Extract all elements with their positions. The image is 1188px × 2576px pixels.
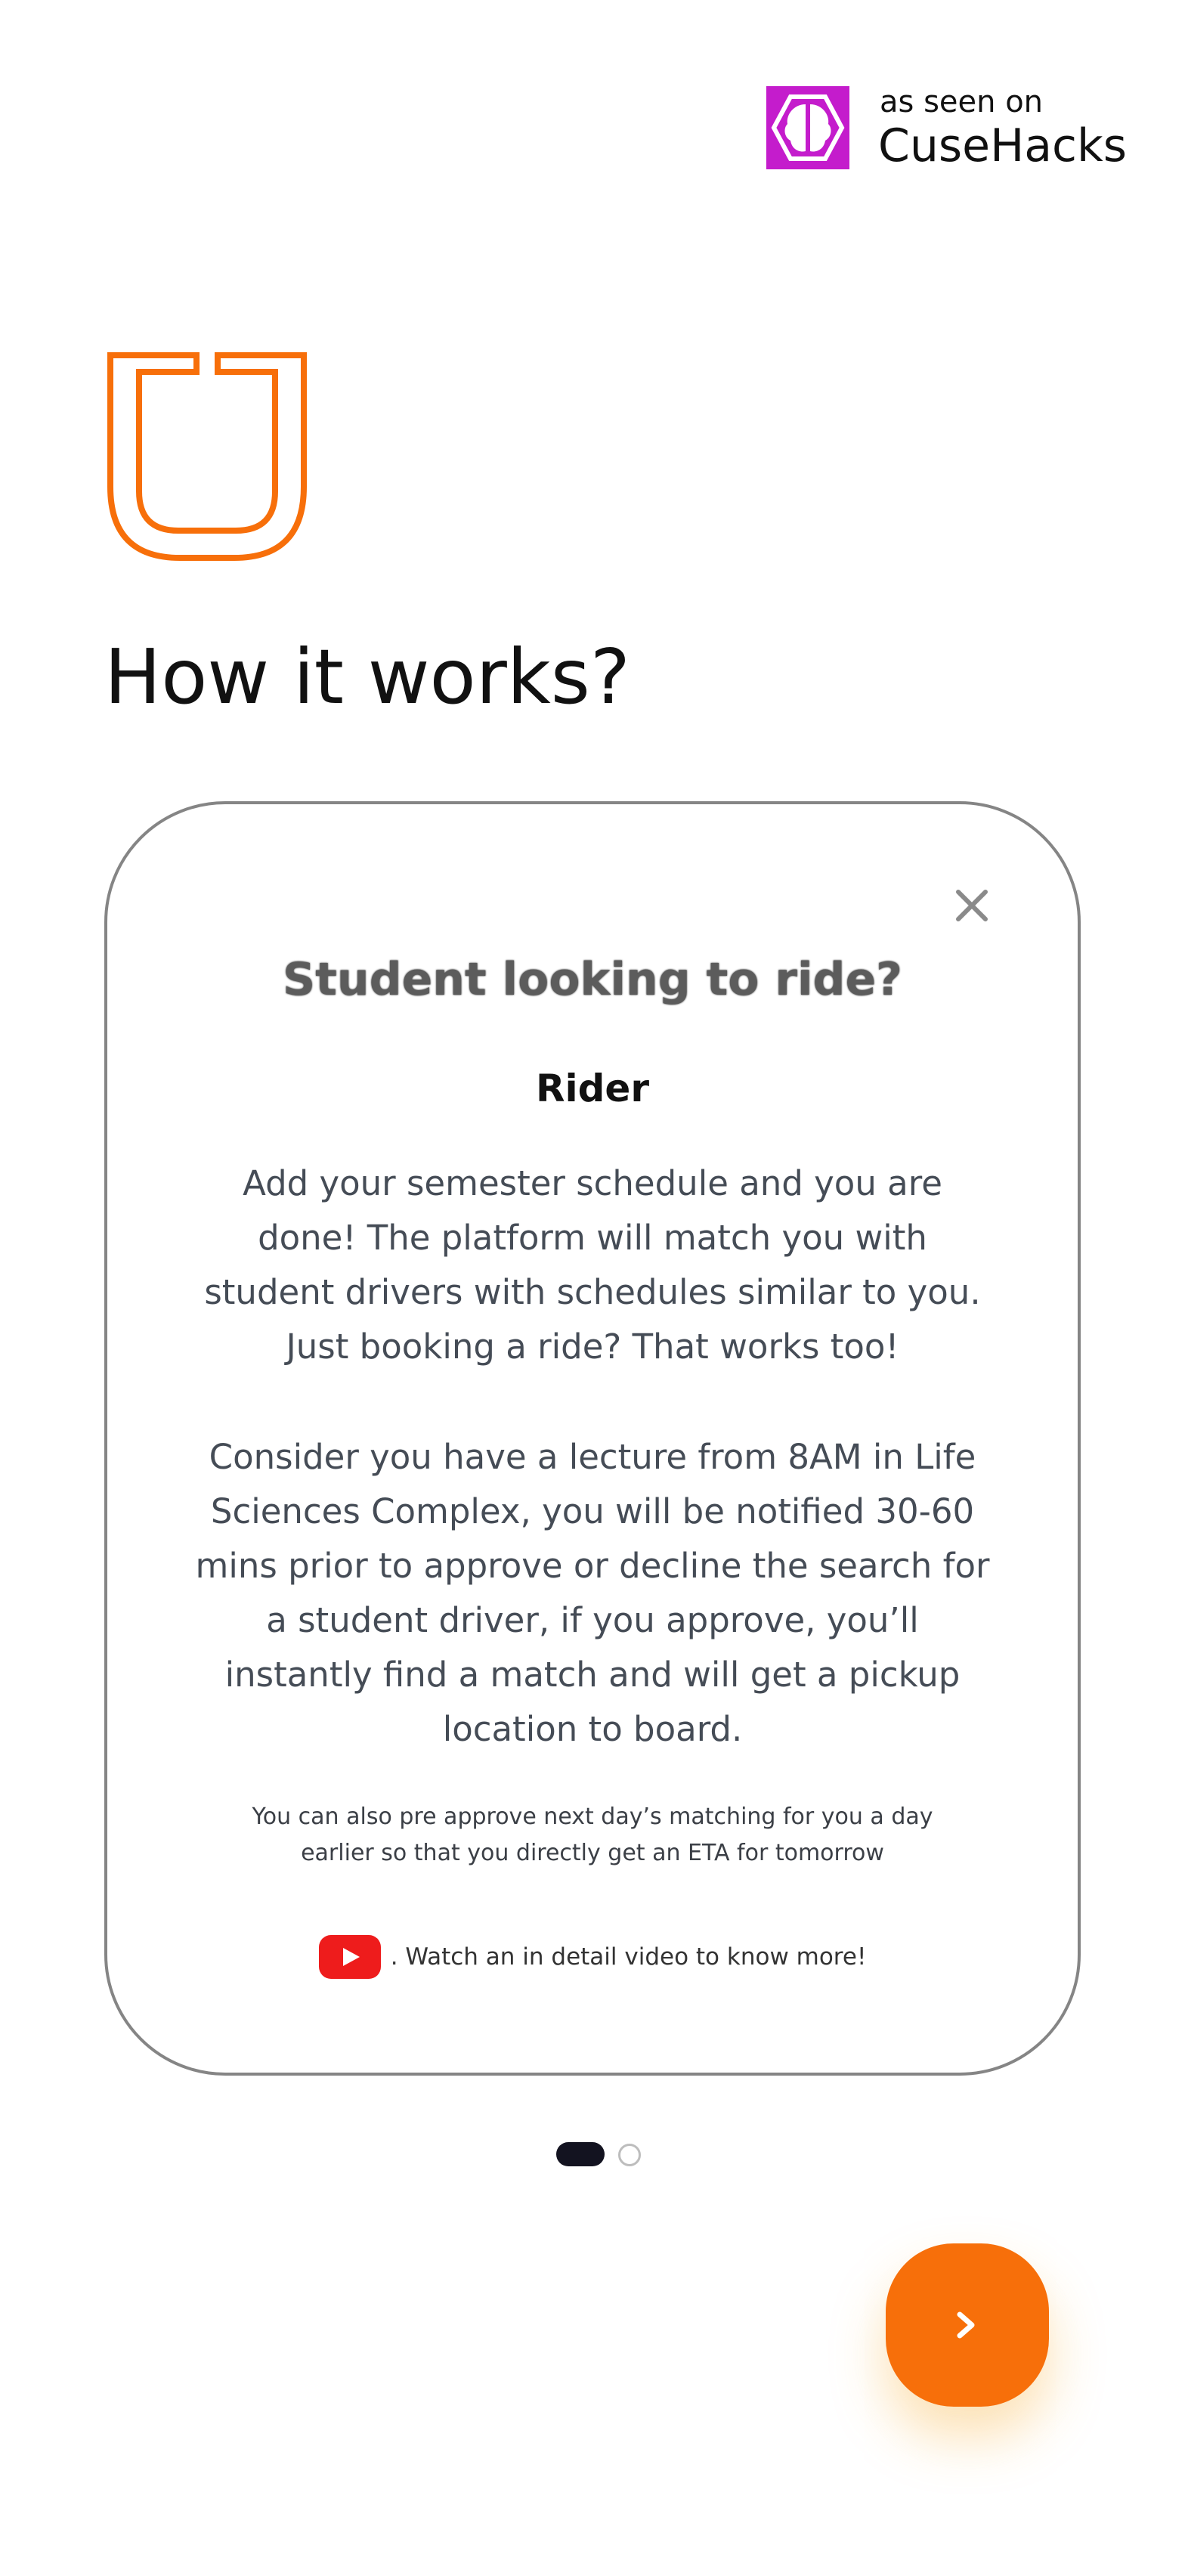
video-link[interactable] — [107, 1935, 1078, 1983]
card-description: Add your semester schedule and you are done! The platform will match you with student drivers with schedules similar to you. Just booking a ride? That works too! — [204, 1163, 981, 1367]
badge-caption: as seen on — [880, 85, 1044, 119]
brain-icon — [766, 86, 849, 169]
next-button[interactable] — [886, 2243, 1049, 2407]
page-indicator — [556, 2141, 647, 2168]
page-dot-2[interactable] — [618, 2144, 641, 2166]
card-subtitle: Rider — [536, 1067, 649, 1110]
as-seen-on-badge — [766, 85, 1159, 175]
rider-info-card — [104, 801, 1081, 2076]
u-logo-icon — [107, 352, 307, 561]
close-icon[interactable] — [951, 884, 993, 927]
card-title: Student looking to ride? — [283, 953, 902, 1006]
page-dot-1-active[interactable] — [556, 2142, 605, 2166]
card-note: You can also pre approve next day’s matching for you a day earlier so that you directly get an ETA for tomorrow — [252, 1804, 933, 1866]
video-link-text[interactable]: . Watch an in detail video to know more! — [390, 1943, 867, 1971]
chevron-right-icon — [951, 2307, 984, 2343]
card-example: Consider you have a lecture from 8AM in Life Sciences Complex, you will be notified 30-60 mins prior to approve or decline the search for a student driver, if you approve, you’ll instantly find a match and will get a pickup location to board. — [195, 1437, 990, 1749]
page-title: How it works? — [104, 633, 630, 721]
badge-brand: CuseHacks — [878, 119, 1127, 172]
youtube-icon[interactable] — [319, 1935, 381, 1979]
